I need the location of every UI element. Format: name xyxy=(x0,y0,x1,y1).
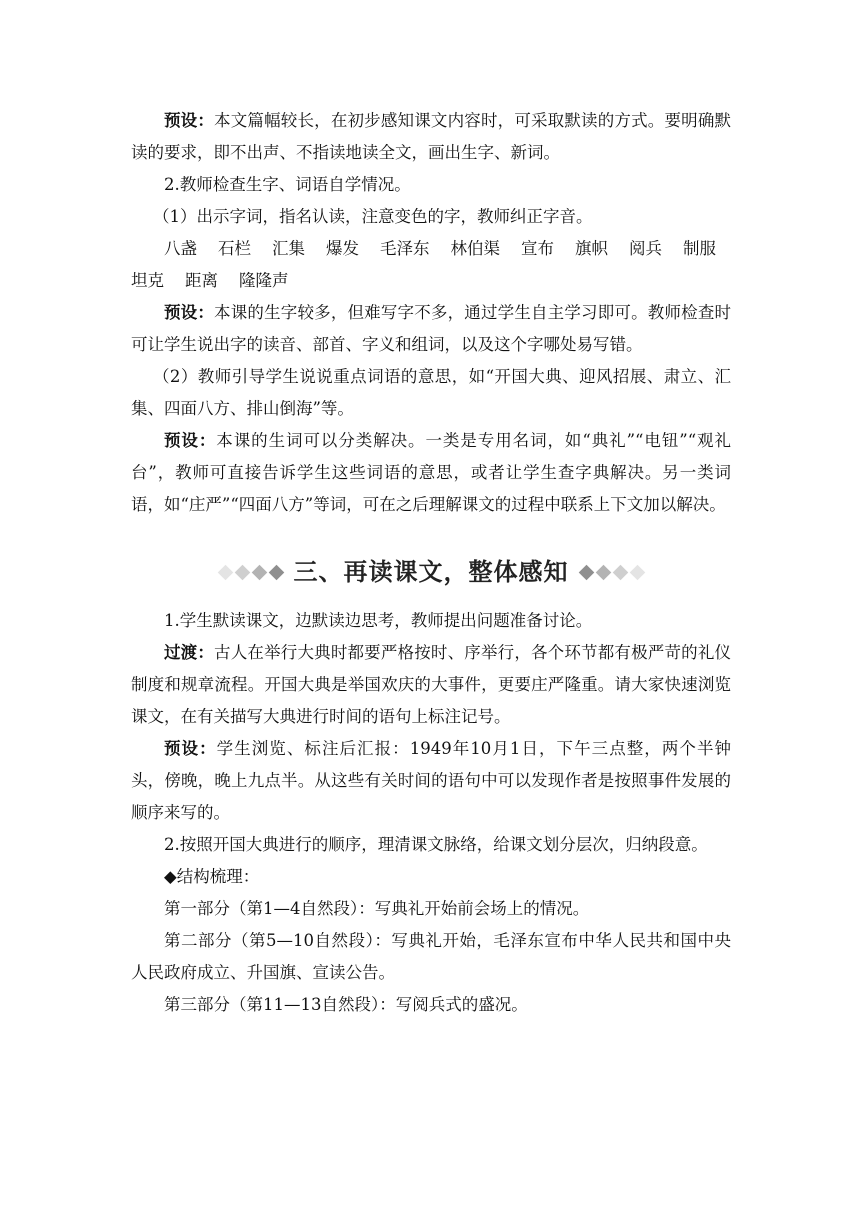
preset-text: 学生浏览、标注后汇报：1949年10月1日，下午三点整，两个半钟头，傍晚，晚上九点半。从这些有关时间的语句中可以发现作者是按照事件发展的顺序来写的。 xyxy=(131,739,731,822)
diamond-icon xyxy=(595,564,611,580)
heading-decoration-left xyxy=(220,567,282,578)
vocab-word: 石栏 xyxy=(218,239,251,258)
vocab-word: 距离 xyxy=(185,271,218,290)
paragraph-preset-4 xyxy=(131,733,731,829)
vocab-word: 宣布 xyxy=(521,239,554,258)
paragraph-substep-2: （2）教师引导学生说说重点词语的意思，如“开国大典、迎风招展、肃立、汇集、四面八方、排山倒海”等。 xyxy=(131,367,731,418)
preset-text: 本课的生字较多，但难写字不多，通过学生自主学习即可。教师检查时可让学生说出字的读音、部首、字义和组词，以及这个字哪处易写错。 xyxy=(131,303,732,354)
heading-decoration-right xyxy=(581,567,643,578)
preset-label: 预设： xyxy=(164,431,217,450)
structure-label: ◆结构梳理： xyxy=(164,867,260,886)
vocab-word: 隆隆声 xyxy=(239,271,289,290)
preset-label: 预设： xyxy=(164,111,215,130)
vocab-word: 旗帜 xyxy=(575,239,608,258)
vocab-word: 八盏 xyxy=(164,239,197,258)
structure-part-3: 第三部分（第11—13自然段）：写阅兵式的盛况。 xyxy=(164,995,528,1014)
preset-label: 预设： xyxy=(164,739,217,758)
vocab-word: 林伯渠 xyxy=(450,239,500,258)
paragraph-transition xyxy=(131,637,731,733)
preset-text: 本课的生词可以分类解决。一类是专用名词，如“典礼”“电钮”“观礼台”，教师可直接告诉学生这些词语的意思，或者让学生查字典解决。另一类词语，如“庄严”“四面八方”等词，可在之后理解课文的过程中联系上下文加以解决。 xyxy=(131,431,731,514)
structure-part-2: 第二部分（第5—10自然段）：写典礼开始，毛泽东宣布中华人民共和国中央人民政府成立、升国旗、宣读公告。 xyxy=(131,931,731,982)
diamond-icon xyxy=(217,564,233,580)
diamond-icon xyxy=(251,564,267,580)
diamond-icon xyxy=(268,564,284,580)
diamond-icon xyxy=(234,564,250,580)
preset-text: 本文篇幅较长，在初步感知课文内容时，可采取默读的方式。要明确默读的要求，即不出声、不指读地读全文，画出生字、新词。 xyxy=(131,111,732,162)
paragraph-preset-2 xyxy=(131,297,731,361)
diamond-icon xyxy=(578,564,594,580)
vocab-word: 爆发 xyxy=(326,239,359,258)
paragraph-step-2b: 2.按照开国大典进行的顺序，理清课文脉络，给课文划分层次，归纳段意。 xyxy=(164,835,708,854)
paragraph-substep-1: （1）出示字词，指名认读，注意变色的字，教师纠正字音。 xyxy=(153,207,593,226)
diamond-icon xyxy=(612,564,628,580)
transition-label: 过渡： xyxy=(164,643,215,662)
paragraph-preset-1 xyxy=(131,105,731,169)
vocab-word: 坦克 xyxy=(131,271,164,290)
transition-text: 古人在举行大典时都要严格按时、序举行，各个环节都有极严苛的礼仪制度和规章流程。开国大典是举国欢庆的大事件，更要庄严隆重。请大家快速浏览课文，在有关描写大典进行时间的语句上标注记号。 xyxy=(131,643,732,726)
paragraph-preset-3 xyxy=(131,425,731,521)
vocab-word: 制服 xyxy=(683,239,716,258)
paragraph-step-1: 1.学生默读课文，边默读边思考，教师提出问题准备讨论。 xyxy=(164,611,593,630)
preset-label: 预设： xyxy=(164,303,215,322)
structure-part-1: 第一部分（第1—4自然段）：写典礼开始前会场上的情况。 xyxy=(164,899,590,918)
paragraph-step-2: 2.教师检查生字、词语自学情况。 xyxy=(164,175,411,194)
document-body xyxy=(131,105,731,1021)
vocabulary-list xyxy=(131,233,731,297)
vocab-word: 汇集 xyxy=(272,239,305,258)
vocab-word: 阅兵 xyxy=(629,239,662,258)
section-title: 三、再读课文，整体感知 xyxy=(293,558,569,586)
vocab-word: 毛泽东 xyxy=(380,239,430,258)
diamond-icon xyxy=(629,564,645,580)
section-heading xyxy=(131,549,731,595)
